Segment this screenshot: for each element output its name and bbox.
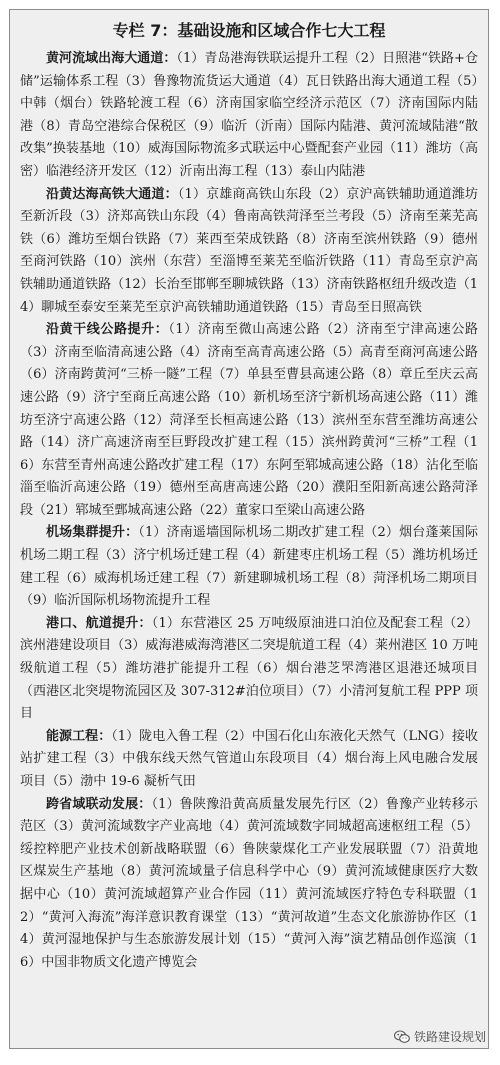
wechat-icon [394, 1030, 410, 1044]
section-body: （1）陇电入鲁工程（2）中国石化山东液化天然气（LNG）接收站扩建工程（3）中俄东线天然气管道山东段项目（4）烟台海上风电融合发展项目（5）渤中 19-6 凝析气田 [20, 728, 478, 789]
section-heading: 能源工程： [46, 728, 112, 744]
section-airport [20, 522, 478, 612]
section-body: （1）济南至微山高速公路（2）济南至宁津高速公路（3）济南至临清高速公路（4）济南至高青高速公路（5）高青至商河高速公路（6）济南跨黄河“三桥一隧”工程（7）单县至曹县高速公路（8）章丘至庆云高速公路（9）济宁至商丘高速公路（10）新机场至济宁新机场高速公路（11）潍坊至济宁高速公路（12）菏泽至长桓高速公路（13）滨州至东营至潍坊高速公路（14）济广高速济南至巨野段改扩建工程（15）滨州跨黄河“三桥”工程（16）东营至青州高速公路改扩建工程（17）东阿至郓城高速公路（18）沾化至临淄至临沂高速公路（19）德州至高唐高速公路（20）濮阳至阳新高速公路菏泽段（21）郓城至鄄城高速公路（22）董家口至梁山高速公路 [20, 322, 478, 518]
section-heading: 港口、航道提升： [46, 615, 152, 631]
section-high-speed-rail [20, 184, 478, 320]
section-body: （1）鲁陕豫沿黄高质量发展先行区（2）鲁豫产业转移示范区（3）黄河流域数字产业高地（4）黄河流域数字同城超高速枢纽工程（5）绥控粹肥产业技术创新战略联盟（6）鲁陕蒙煤化工产业发展联盟（7）沿黄地区煤炭生产基地（8）黄河流域量子信息科学中心（9）黄河流域健康医疗大数据中心（10）黄河流域超算产业合作园（11）黄河流域医疗特色专科联盟（12）“黄河入海流”海洋意识教育课堂（13）“黄河故道”生态文化旅游协作区（14）黄河湿地保护与生态旅游发展计划（15）“黄河入海”演艺精品创作巡演（16）中国非物质文化遗产博览会 [20, 796, 478, 970]
section-heading: 沿黄达海高铁大通道： [46, 186, 178, 202]
watermark-text: 铁路建设规划 [413, 1030, 486, 1044]
section-body: （1）济南遥墙国际机场二期改扩建工程（2）烟台蓬莱国际机场二期工程（3）济宁机场迁建工程（4）新建枣庄机场工程（5）潍坊机场迁建工程（6）威海机场迁建工程（7）新建聊城机场工程（8）菏泽机场二期项目（9）临沂国际机场物流提升工程 [20, 525, 478, 609]
section-body: （1）京雄商高铁山东段（2）京沪高铁辅助通道潍坊至新沂段（3）济郑高铁山东段（4）鲁南高铁菏泽至兰考段（5）济南至莱芜高铁（6）潍坊至烟台铁路（7）莱西至荣成铁路（8）济南至滨州铁路（9）德州至商河铁路（10）滨州（东营）至淄博至莱芜至临沂铁路（11）青岛至京沪高铁辅助通道铁路（12）长治至邯郸至聊城铁路（13）济南铁路枢纽升级改造（14）聊城至泰安至莱芜至京沪高铁辅助通道铁路（15）青岛至日照高铁 [20, 186, 478, 315]
column-box [9, 9, 489, 1049]
section-heading: 机场集群提升： [46, 525, 139, 541]
section-highway [20, 319, 478, 522]
section-port [20, 613, 478, 726]
section-heading: 跨省域联动发展： [46, 796, 152, 812]
section-energy [20, 726, 478, 794]
section-heading: 沿黄干线公路提升： [46, 322, 169, 338]
section-heading: 黄河流域出海大通道： [46, 51, 177, 66]
section-body: （1）青岛港海铁联运提升工程（2）日照港“铁路+仓储”运输体系工程（3）鲁豫物流货运大通道（4）瓦日铁路出海大通道工程（5）中韩（烟台）铁路轮渡工程（6）济南国家临空经济示范区（7）济南国际内陆港（8）青岛空港综合保税区（9）临沂（沂南）国际内陆港、黄河流域陆港“散改集”换装基地（10）威海国际物流多式联运中心暨配套产业园（11）潍坊（高密）临港经济开发区（12）沂南出海工程（13）泰山内陆港 [20, 51, 478, 179]
section-sea-corridor [20, 48, 478, 184]
watermark [394, 1028, 486, 1045]
section-cross-province [20, 794, 478, 975]
section-body: （1）东营港区 25 万吨级原油进口泊位及配套工程（2）滨州港建设项目（3）威海港威海湾港区二突堤航道工程（4）莱州港区 10 万吨级航道工程（5）潍坊港扩能提升工程（6）烟台港芝罘湾港区退港还城项目（西港区北突堤物流园区及 307-312#泊位项目）（7）小清河复航工程 PPP 项目 [20, 615, 478, 722]
column-title: 专栏 7：基础设施和区域合作七大工程 [112, 21, 386, 40]
